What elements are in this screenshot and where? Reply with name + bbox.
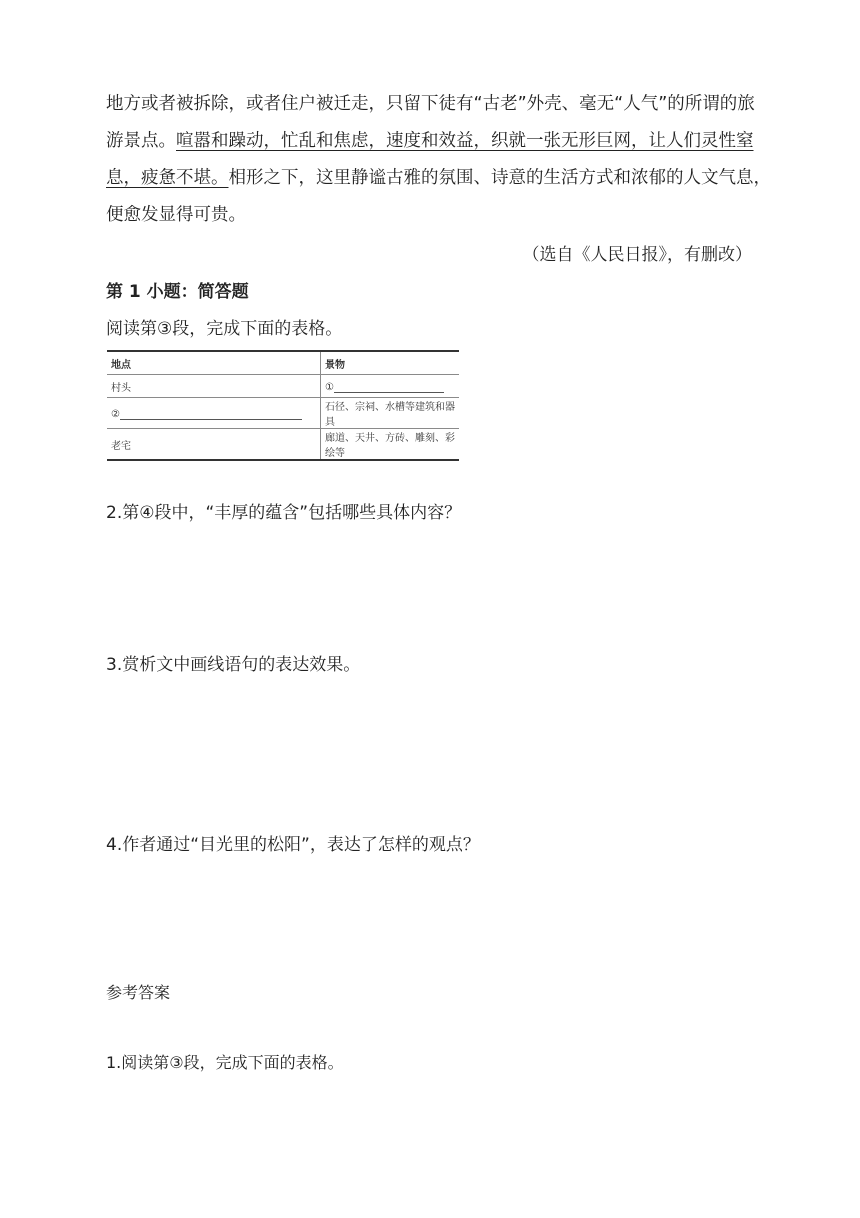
answer-blank-line <box>120 407 302 420</box>
answer-blank-line <box>334 380 444 393</box>
passage-line-1: 地方或者被拆除，或者住户被迁走，只留下徒有“古老”外壳、毫无“人气”的所谓的旅 <box>106 94 755 114</box>
section-title: 第 1 小题：简答题 <box>106 282 249 302</box>
blank-marker: ② <box>111 408 120 420</box>
table-cell-location: 老宅 <box>107 429 321 461</box>
table-cell-scenery-blank <box>321 375 460 398</box>
passage-paragraph <box>106 88 771 231</box>
table-cell-scenery: 廊道、天井、方砖、雕刻、彩绘等 <box>321 429 460 461</box>
underlined-sentence-part-1: 喧嚣和躁动，忙乱和焦虑，速度和效益，织就一张无形巨网，让人们灵性窒 <box>176 131 754 151</box>
question-4: 4.作者通过“目光里的松阳”，表达了怎样的观点？ <box>106 835 480 855</box>
table-row <box>107 429 459 461</box>
passage-line-3 <box>106 162 771 194</box>
question-3: 3.赏析文中画线语句的表达效果。 <box>106 655 361 675</box>
answer-1: 1.阅读第③段，完成下面的表格。 <box>106 1053 344 1072</box>
passage-line-4: 便愈发显得可贵。 <box>106 205 246 225</box>
table-header-scenery: 景物 <box>321 351 460 375</box>
passage-text: 游景点。 <box>106 131 176 151</box>
table-cell-scenery: 石径、宗祠、水槽等建筑和器具 <box>321 398 460 429</box>
table-cell-location: 村头 <box>107 375 321 398</box>
table-row <box>107 398 459 429</box>
table-cell-location-blank <box>107 398 321 429</box>
underlined-sentence-part-2: 息，疲惫不堪。 <box>106 168 229 188</box>
passage-line-2 <box>106 125 756 157</box>
passage-text: 相形之下，这里静谧古雅的氛围、诗意的生活方式和浓郁的人文气息， <box>228 168 771 188</box>
scenery-table <box>107 350 459 459</box>
table-header-location: 地点 <box>107 351 321 375</box>
source-citation: （选自《人民日报》，有删改） <box>522 245 752 265</box>
question-2: 2.第④段中，“丰厚的蕴含”包括哪些具体内容？ <box>106 503 462 523</box>
answer-key-heading: 参考答案 <box>106 983 171 1002</box>
table-header-row <box>107 351 459 375</box>
blank-marker: ① <box>325 381 334 393</box>
question-1-instruction: 阅读第③段，完成下面的表格。 <box>106 319 343 339</box>
table-row <box>107 375 459 398</box>
scenery-table-grid <box>107 350 459 461</box>
